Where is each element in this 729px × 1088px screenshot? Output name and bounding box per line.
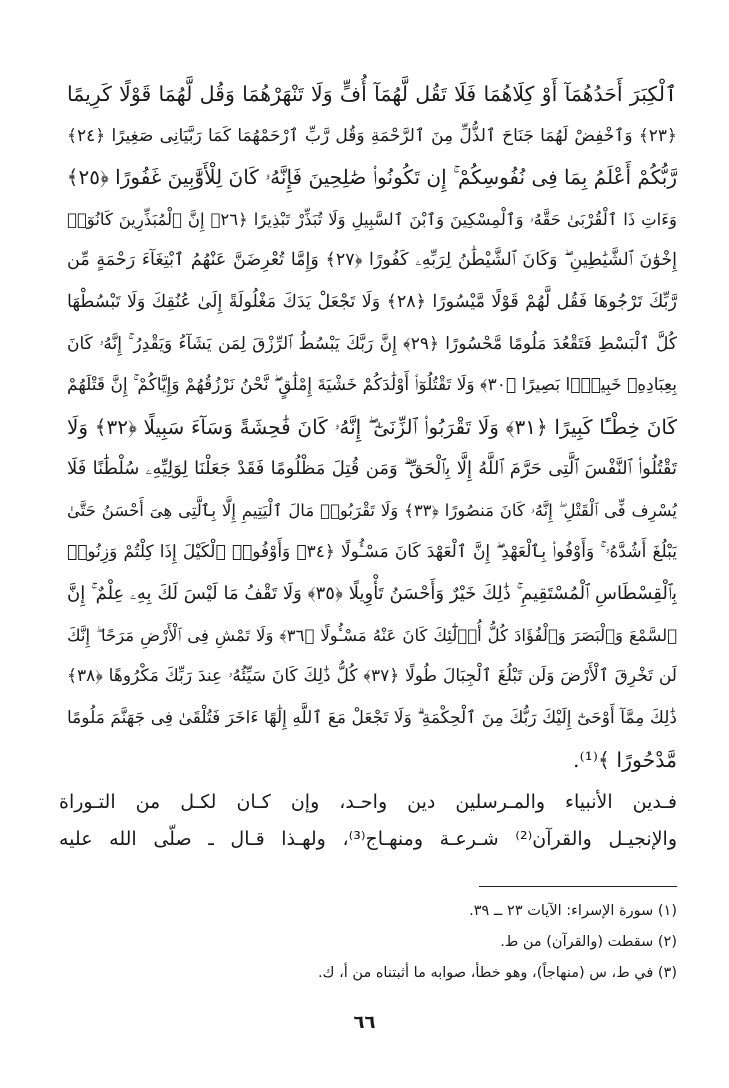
- quran-line: يَبْلُغَ أَشُدَّهُۥ ۚ وَأَوْفُوا۟ بِٱلْعَهْدِ ۖ إِنَّ ٱلْعَهْدَ كَانَ مَسْـُٔولًا ﴿٣٤﴾ وَأَوْفُوا۟ ٱلْكَيْلَ إِذَا كِلْتُمْ وَزِنُوا۟: [67, 541, 677, 562]
- quran-line: بِعِبَادِهِۦ خَبِيرًۢا بَصِيرًا ﴿٣٠﴾ وَلَا تَقْتُلُوٓا۟ أَوْلَٰدَكُمْ خَشْيَةَ إِمْلَٰقٍ ۖ نَّحْنُ نَرْزُقُهُمْ وَإِيَّاكُمْ ۚ إِنَّ قَتْلَهُمْ: [67, 375, 677, 396]
- quran-line: ٱلسَّمْعَ وَٱلْبَصَرَ وَٱلْفُؤَادَ كُلُّ أُو۟لَٰٓئِكَ كَانَ عَنْهُ مَسْـُٔولًا ﴿٣٦﴾ وَلَا تَمْشِ فِى ٱلْأَرْضِ مَرَحًا ۖ إِنَّكَ: [67, 625, 677, 645]
- quran-verses-block: [67, 74, 677, 781]
- quran-line: ٱلْكِبَرَ أَحَدُهُمَآ أَوْ كِلَاهُمَا فَلَا تَقُل لَّهُمَآ أُفٍّ وَلَا تَنْهَرْهُمَا وَقُل لَّهُمَا قَوْلًا كَرِيمًا: [67, 82, 677, 106]
- footnote: (٣) في ط، س (منهاجاً)، وهو خطأ، صوابه ما أثبتناه من أ، ك.: [317, 965, 677, 981]
- quran-line: رَّبِّكَ تَرْجُوهَا فَقُل لَّهُمْ قَوْلًا مَّيْسُورًا ﴿٢٨﴾ وَلَا تَجْعَلْ يَدَكَ مَغْلُولَةً إِلَىٰ عُنُقِكَ وَلَا تَبْسُطْهَا: [67, 291, 677, 312]
- quran-line: رَّبُّكُمْ أَعْلَمُ بِمَا فِى نُفُوسِكُمْ ۚ إِن تَكُونُوا۟ صَٰلِحِينَ فَإِنَّهُۥ كَانَ لِلْأَوَّٰبِينَ غَفُورًا ﴿٢٥﴾: [67, 165, 677, 190]
- body-paragraph: [59, 784, 677, 858]
- quran-line: لَن تَخْرِقَ ٱلْأَرْضَ وَلَن تَبْلُغَ ٱلْجِبَالَ طُولًا ﴿٣٧﴾ كُلُّ ذَٰلِكَ كَانَ سَيِّئُهُۥ عِندَ رَبِّكَ مَكْرُوهًا ﴿٣٨﴾: [67, 666, 677, 687]
- quran-line: تَقْتُلُوا۟ ٱلنَّفْسَ ٱلَّتِى حَرَّمَ ٱللَّهُ إِلَّا بِٱلْحَقِّ ۗ وَمَن قُتِلَ مَظْلُومًا فَقَدْ جَعَلْنَا لِوَلِيِّهِۦ سُلْطَٰنًا فَلَا: [67, 458, 677, 480]
- footnote: (٢) سقطت (والقرآن) من ط.: [500, 934, 677, 950]
- quran-line: وَءَاتِ ذَا ٱلْقُرْبَىٰ حَقَّهُۥ وَٱلْمِسْكِينَ وَٱبْنَ ٱلسَّبِيلِ وَلَا تُبَذِّرْ تَبْذِيرًا ﴿٢٦﴾ إِنَّ ٱلْمُبَذِّرِينَ كَانُوٓا۟: [67, 209, 677, 229]
- quran-line: ذَٰلِكَ مِمَّآ أَوْحَىٰٓ إِلَيْكَ رَبُّكَ مِنَ ٱلْحِكْمَةِ ۗ وَلَا تَجْعَلْ مَعَ ٱللَّهِ إِلَٰهًا ءَاخَرَ فَتُلْقَىٰ فِى جَهَنَّمَ مَلُومًا: [67, 707, 677, 728]
- footnote-separator: [479, 886, 677, 887]
- quran-line: بِٱلْقِسْطَاسِ ٱلْمُسْتَقِيمِ ۚ ذَٰلِكَ خَيْرٌ وَأَحْسَنُ تَأْوِيلًا ﴿٣٥﴾ وَلَا تَقْفُ مَا لَيْسَ لَكَ بِهِۦ عِلْمٌ ۚ إِنَّ: [67, 583, 677, 605]
- quran-line: ﴿٢٣﴾ وَٱخْفِضْ لَهُمَا جَنَاحَ ٱلذُّلِّ مِنَ ٱلرَّحْمَةِ وَقُل رَّبِّ ٱرْحَمْهُمَا كَمَا رَبَّيَانِى صَغِيرًا ﴿٢٤﴾: [67, 125, 677, 146]
- quran-line: إِخْوَٰنَ ٱلشَّيَٰطِينِ ۖ وَكَانَ ٱلشَّيْطَٰنُ لِرَبِّهِۦ كَفُورًا ﴿٢٧﴾ وَإِمَّا تُعْرِضَنَّ عَنْهُمُ ٱبْتِغَآءَ رَحْمَةٍ مِّن: [67, 250, 677, 271]
- quran-line: يُسْرِف فِّى ٱلْقَتْلِ ۖ إِنَّهُۥ كَانَ مَنصُورًا ﴿٣٣﴾ وَلَا تَقْرَبُوا۟ مَالَ ٱلْيَتِيمِ إِلَّا بِٱلَّتِى هِىَ أَحْسَنُ حَتَّىٰ: [67, 500, 677, 520]
- page-number: ٦٦: [353, 1012, 376, 1033]
- paragraph-line: والإنجيـل والقرآن⁽²⁾ شـرعـة ومنهـاج⁽³⁾، ولهـذا قـال ـ صلّى الله عليه: [59, 828, 677, 850]
- footnote: (١) سورة الإسراء: الآيات ٢٣ ــ ٣٩.: [469, 903, 677, 919]
- footnotes: [117, 896, 677, 989]
- quran-line: كُلَّ ٱلْبَسْطِ فَتَقْعُدَ مَلُومًا مَّحْسُورًا ﴿٢٩﴾ إِنَّ رَبَّكَ يَبْسُطُ ٱلرِّزْقَ لِمَن يَشَآءُ وَيَقْدِرُ ۚ إِنَّهُۥ كَانَ: [67, 333, 677, 354]
- quran-line: مَّدْحُورًا ﴾⁽¹⁾.: [573, 747, 677, 772]
- quran-line: كَانَ خِطْـًٔا كَبِيرًا ﴿٣١﴾ وَلَا تَقْرَبُوا۟ ٱلزِّنَىٰٓ ۖ إِنَّهُۥ كَانَ فَٰحِشَةً وَسَآءَ سَبِيلًا ﴿٣٢﴾ وَلَا: [67, 414, 677, 439]
- paragraph-line: فـدين الأنبياء والمـرسلين دين واحـد، وإن كـان لكـل من التـوراة: [59, 791, 677, 813]
